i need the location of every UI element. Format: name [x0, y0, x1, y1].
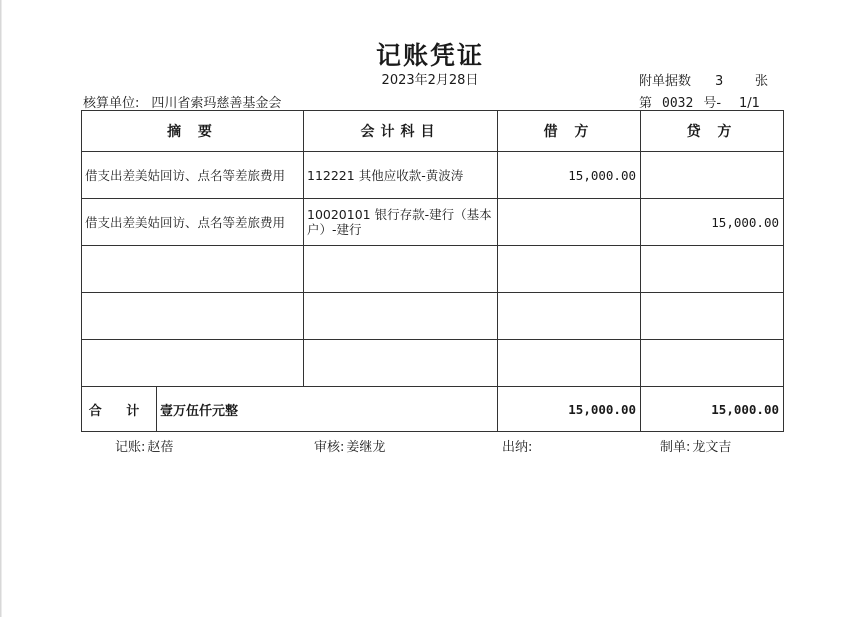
accounting-unit	[83, 92, 281, 111]
entry-credit	[641, 246, 784, 293]
auditor-label: 审核:	[314, 440, 345, 455]
header-debit: 借 方	[498, 111, 641, 152]
attachments-unit: 张	[755, 74, 769, 89]
entry-row	[82, 340, 784, 387]
entry-row	[82, 152, 784, 199]
entry-debit	[498, 293, 641, 340]
entry-debit	[498, 199, 641, 246]
voucher-date: 2023年2月28日	[381, 73, 479, 88]
header-row	[82, 111, 784, 152]
header-account: 会计科目	[304, 111, 498, 152]
entry-credit	[641, 340, 784, 387]
entry-row	[82, 199, 784, 246]
attachments-info	[639, 70, 768, 89]
entry-summary	[82, 340, 304, 387]
header-credit: 贷 方	[641, 111, 784, 152]
attachments-count: 3	[715, 74, 724, 89]
signature-auditor	[314, 436, 385, 455]
preparer-label: 制单:	[660, 440, 691, 455]
bookkeeper-name: 赵蓓	[147, 440, 174, 455]
voucher-table	[81, 110, 784, 432]
entry-summary: 借支出差美姑回访、点名等差旅费用	[82, 199, 304, 246]
cashier-label: 出纳:	[502, 440, 533, 455]
entry-account: 112221 其他应收款-黄波涛	[304, 152, 498, 199]
entry-row	[82, 293, 784, 340]
scan-edge	[0, 0, 2, 617]
accounting-unit-label: 核算单位:	[83, 96, 140, 111]
voucher-number-suffix: 号-	[703, 96, 722, 111]
entry-summary	[82, 246, 304, 293]
voucher-title: 记账凭证	[375, 41, 484, 70]
signature-preparer	[660, 436, 731, 455]
voucher-number	[639, 92, 760, 111]
total-amount-words: 壹万伍仟元整	[157, 387, 498, 432]
voucher-page: 1/1	[739, 96, 760, 111]
total-label: 合 计	[82, 387, 157, 432]
entry-account: 10020101 银行存款-建行（基本户）-建行	[304, 199, 498, 246]
total-credit: 15,000.00	[641, 387, 784, 432]
entry-summary	[82, 293, 304, 340]
entry-account	[304, 293, 498, 340]
auditor-name: 姜继龙	[346, 440, 386, 455]
attachments-label: 附单据数	[639, 74, 692, 89]
signature-bookkeeper	[115, 436, 173, 455]
header-summary: 摘 要	[82, 111, 304, 152]
entry-summary: 借支出差美姑回访、点名等差旅费用	[82, 152, 304, 199]
total-row	[82, 387, 784, 432]
entry-account	[304, 340, 498, 387]
voucher-number-value: 0032	[662, 96, 694, 111]
entry-debit	[498, 340, 641, 387]
entry-row	[82, 246, 784, 293]
accounting-unit-name: 四川省索玛慈善基金会	[151, 96, 282, 111]
entry-credit	[641, 152, 784, 199]
total-debit: 15,000.00	[498, 387, 641, 432]
entry-credit	[641, 293, 784, 340]
voucher-number-prefix: 第	[639, 96, 653, 111]
entry-debit	[498, 246, 641, 293]
entry-account	[304, 246, 498, 293]
preparer-name: 龙文吉	[692, 440, 732, 455]
entry-debit: 15,000.00	[498, 152, 641, 199]
entry-credit: 15,000.00	[641, 199, 784, 246]
signature-cashier	[502, 436, 534, 455]
bookkeeper-label: 记账:	[115, 440, 146, 455]
